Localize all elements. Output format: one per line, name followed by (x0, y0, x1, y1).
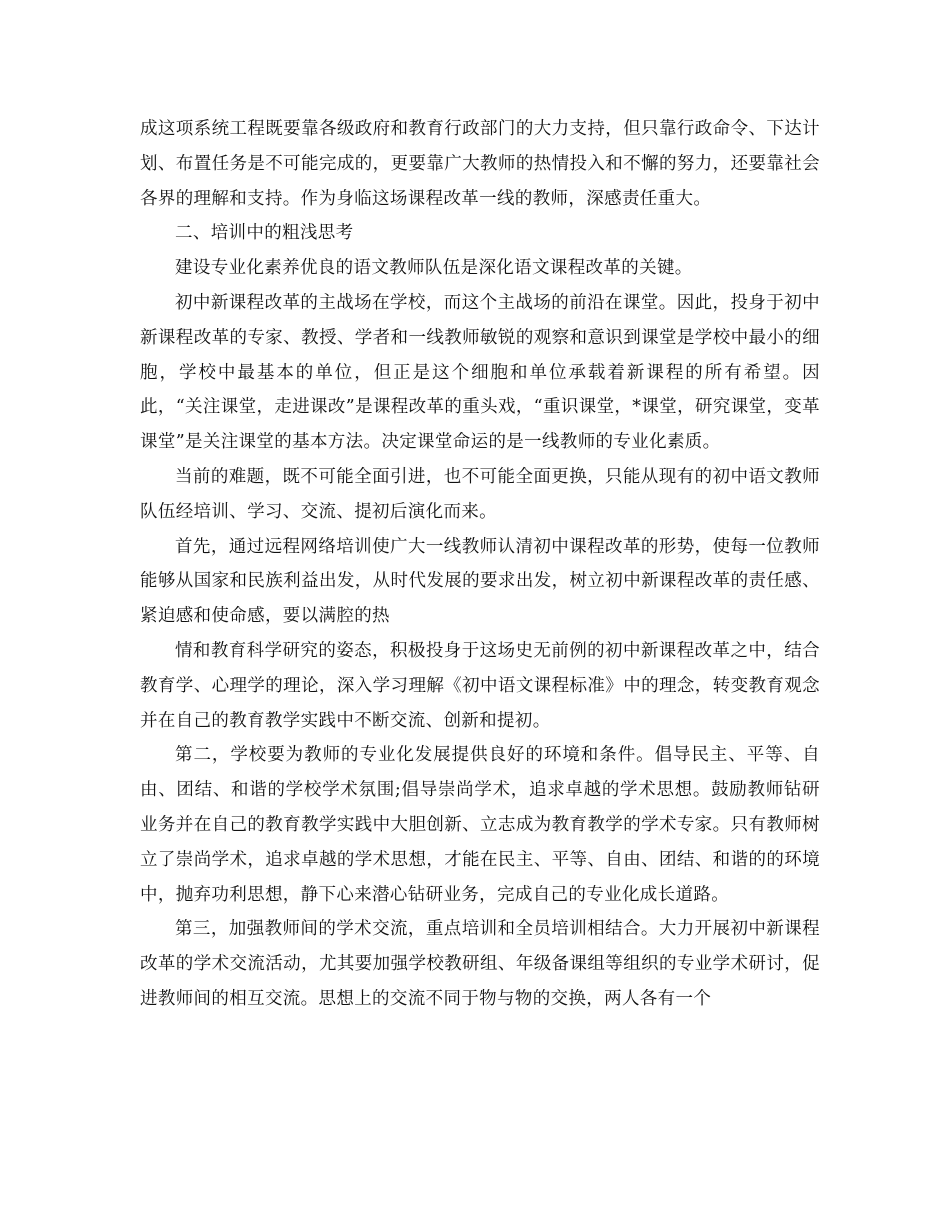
paragraph: 建设专业化素养优良的语文教师队伍是深化语文课程改革的关键。 (175, 258, 693, 279)
section-heading: 二、培训中的粗浅思考 (175, 223, 354, 244)
paragraph: 第三，加强教师间的学术交流，重点培训和全员培训相结合。大力开展初中新课程改革的学术交流活动，尤其要加强学校教研组、年级备课组等组织的专业学术研讨，促进教师间的相互交流。思想上的交流不同于物与物的交换，两人各有一个 (140, 919, 820, 1009)
paragraph: 首先，通过远程网络培训使广大一线教师认清初中课程改革的形势，使每一位教师能够从国家和民族利益出发，从时代发展的要求出发，树立初中新课程改革的责任感、紧迫感和使命感，要以满腔的热 (140, 536, 820, 627)
paragraph: 初中新课程改革的主战场在学校，而这个主战场的前沿在课堂。因此，投身于初中新课程改革的专家、教授、学者和一线教师敏锐的观察和意识到课堂是学校中最小的细胞，学校中最基本的单位，但正是这个细胞和单位承载着新课程的所有希望。因此，“关注课堂，走进课改”是课程改革的重头戏，“重识课堂，*课堂，研究课堂，变革课堂”是关注课堂的基本方法。决定课堂命运的是一线教师的专业化素质。 (140, 292, 820, 453)
paragraph: 情和教育科学研究的姿态，积极投身于这场史无前例的初中新课程改革之中，结合教育学、心理学的理论，深入学习理解《初中语文课程标准》中的理念，转变教育观念并在自己的教育教学实践中不断交流、创新和提初。 (140, 640, 820, 731)
document-body (140, 112, 820, 1017)
paragraph: 当前的难题，既不可能全面引进，也不可能全面更换，只能从现有的初中语文教师队伍经培训、学习、交流、提初后演化而来。 (140, 466, 820, 522)
paragraph: 第二，学校要为教师的专业化发展提供良好的环境和条件。倡导民主、平等、自由、团结、和谐的学校学术氛围;倡导崇尚学术，追求卓越的学术思想。鼓励教师钻研业务并在自己的教育教学实践中大胆创新、立志成为教育教学的学术专家。只有教师树立了崇尚学术，追求卓越的学术思想，才能在民主、平等、自由、团结、和谐的的环境中，抛弃功利思想，静下心来潜心钻研业务，完成自己的专业化成长道路。 (140, 745, 820, 905)
paragraph-continuation: 成这项系统工程既要靠各级政府和教育行政部门的大力支持，但只靠行政命令、下达计划、布置任务是不可能完成的，更要靠广大教师的热情投入和不懈的努力，还要靠社会各界的理解和支持。作为身临这场课程改革一线的教师，深感责任重大。 (140, 119, 820, 209)
